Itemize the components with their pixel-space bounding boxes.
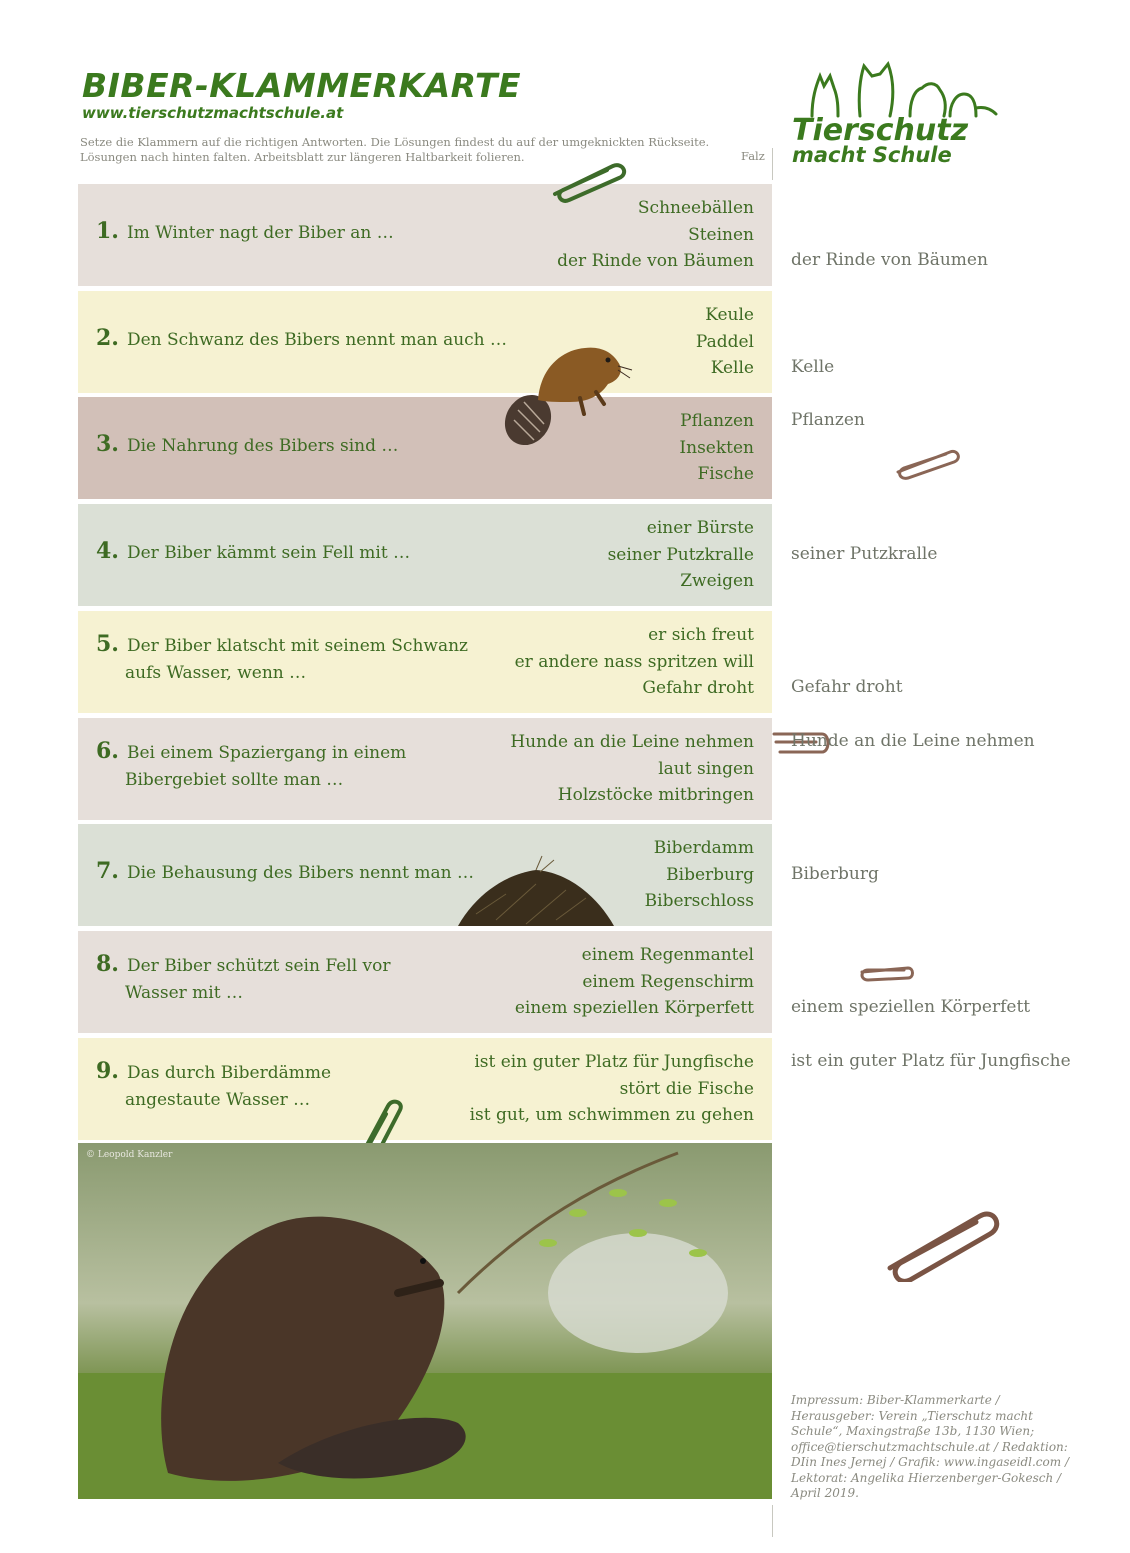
answer-option[interactable]: Biberdamm <box>653 838 754 858</box>
animals-outline-icon <box>790 58 1005 168</box>
paperclip-brown-2-icon <box>858 962 916 984</box>
question-line: Den Schwanz des Bibers nennt man auch … <box>126 330 508 350</box>
question-line: angestaute Wasser … <box>125 1090 311 1110</box>
answer-option[interactable]: der Rinde von Bäumen <box>557 251 754 271</box>
question-text <box>96 1058 331 1114</box>
question-row-5 <box>78 611 772 713</box>
solution-text: seiner Putzkralle <box>791 543 938 564</box>
answer-option[interactable]: Holzstöcke mitbringen <box>557 785 754 805</box>
solution-text: Pflanzen <box>791 410 865 430</box>
answer-option[interactable]: einem Regenschirm <box>582 971 754 992</box>
question-line: aufs Wasser, wenn … <box>125 663 307 683</box>
answer-option[interactable]: einem speziellen Körperfett <box>514 998 754 1018</box>
answer-option[interactable]: Fische <box>697 464 754 484</box>
answer-option[interactable]: Zweigen <box>680 571 754 591</box>
answer-option[interactable]: Paddel <box>695 331 754 352</box>
question-line: Die Nahrung des Bibers sind … <box>126 436 399 456</box>
question-row-2 <box>78 291 772 393</box>
question-line: Im Winter nagt der Biber an … <box>126 223 394 243</box>
question-line: Das durch Biberdämme <box>126 1063 332 1083</box>
fold-line-top <box>772 148 773 180</box>
paperclip-green-1-icon <box>545 158 630 204</box>
answer-option[interactable]: er sich freut <box>648 625 754 645</box>
beaver-illustration-icon <box>500 340 635 455</box>
question-row-6 <box>78 718 772 820</box>
question-number: 9. <box>96 1058 119 1084</box>
solution-text: Biberburg <box>791 863 879 884</box>
question-line: Wasser mit … <box>125 983 243 1003</box>
answer-option[interactable]: stört die Fische <box>619 1078 754 1099</box>
question-number: 3. <box>96 431 119 457</box>
answer-option[interactable]: Hunde an die Leine nehmen <box>510 732 754 752</box>
question-number: 4. <box>96 538 119 564</box>
answer-options <box>515 622 754 702</box>
question-number: 5. <box>96 631 119 657</box>
question-line: Der Biber schützt sein Fell vor <box>126 956 391 976</box>
question-line: Bei einem Spaziergang in einem <box>126 743 407 763</box>
question-number: 2. <box>96 325 119 351</box>
beaver-photo <box>78 1143 772 1499</box>
question-line: Die Behausung des Bibers nennt man … <box>126 863 474 883</box>
question-row-1 <box>78 184 772 286</box>
answer-option[interactable]: er andere nass spritzen will <box>514 651 754 672</box>
answer-option[interactable]: ist ein guter Platz für Jungfische <box>474 1052 754 1072</box>
question-number: 6. <box>96 738 119 764</box>
question-line: Der Biber klatscht mit seinem Schwanz <box>126 636 468 656</box>
answer-option[interactable]: Pflanzen <box>680 411 754 431</box>
answer-option[interactable]: ist gut, um schwimmen zu gehen <box>469 1105 754 1125</box>
question-row-9 <box>78 1038 772 1140</box>
beaver-lodge-icon <box>456 854 616 926</box>
logo-line2: macht Schule <box>792 143 952 167</box>
solution-text: Kelle <box>791 357 835 377</box>
solution-text: Hunde an die Leine nehmen <box>791 731 1035 751</box>
question-text <box>96 538 410 567</box>
answer-option[interactable]: Biberschloss <box>644 891 754 911</box>
question-text <box>96 951 391 1007</box>
question-number: 8. <box>96 951 119 977</box>
answer-options <box>510 729 754 809</box>
question-text <box>96 218 394 247</box>
impressum-text: Impressum: Biber-Klammerkarte / Herausgeber: Verein „Tierschutz macht Schule“, Maxingstraße 13b, 1130 Wien; office@tierschutzmachtschule.at / Redaktion: DIin Ines Jernej / Grafik: www.ingaseidl.com / Lektorat: Angelika Hierzenberger-Gokesch / April 2019. <box>791 1393 1069 1500</box>
answer-option[interactable]: Biberburg <box>666 864 754 885</box>
answer-option[interactable]: Schneebällen <box>637 198 754 218</box>
answer-option[interactable]: einem Regenmantel <box>581 945 754 965</box>
question-text <box>96 631 468 687</box>
question-text <box>96 431 398 460</box>
answer-options <box>645 835 754 915</box>
photo-credit: © Leopold Kanzler <box>86 1150 173 1160</box>
tierschutz-logo <box>790 58 1005 168</box>
question-text <box>96 858 474 887</box>
question-number: 7. <box>96 858 119 884</box>
question-row-4 <box>78 504 772 606</box>
answer-options <box>679 408 754 488</box>
answer-options <box>608 515 754 595</box>
question-row-3 <box>78 397 772 499</box>
answer-option[interactable]: laut singen <box>658 758 754 779</box>
question-number: 1. <box>96 218 119 244</box>
paperclip-brown-1-icon <box>892 444 962 480</box>
solution-text: Gefahr droht <box>791 677 903 697</box>
answer-option[interactable]: Insekten <box>679 437 754 458</box>
answer-options <box>557 195 754 275</box>
question-text <box>96 738 406 794</box>
logo-line1: Tierschutz <box>792 113 969 148</box>
website-url[interactable]: www.tierschutzmachtschule.at <box>82 104 344 122</box>
answer-options <box>515 942 754 1022</box>
answer-option[interactable]: Steinen <box>688 224 754 245</box>
paperclip-brown-large-icon <box>880 1202 1005 1282</box>
solution-text: der Rinde von Bäumen <box>791 250 988 270</box>
fold-label: Falz <box>741 149 765 163</box>
question-line: Bibergebiet sollte man … <box>125 770 344 790</box>
answer-option[interactable]: Kelle <box>710 358 754 378</box>
page-title: BIBER-KLAMMERKARTE <box>82 66 522 105</box>
solution-text: ist ein guter Platz für Jungfische <box>791 1051 1071 1071</box>
instructions-text: Setze die Klammern auf die richtigen Antworten. Die Lösungen findest du auf der umgeknickten Rückseite. Lösungen nach hinten falten. Arbeitsblatt zur längeren Haltbarkeit folieren. <box>80 135 710 164</box>
question-line: Der Biber kämmt sein Fell mit … <box>126 543 411 563</box>
answer-option[interactable]: Gefahr droht <box>642 678 754 698</box>
question-row-7 <box>78 824 772 926</box>
answer-options <box>470 1049 754 1129</box>
answer-option[interactable]: einer Bürste <box>646 518 754 538</box>
answer-option[interactable]: Keule <box>705 305 754 325</box>
question-text <box>96 325 507 354</box>
fold-line-bottom <box>772 1505 773 1537</box>
question-row-8 <box>78 931 772 1033</box>
answer-option[interactable]: seiner Putzkralle <box>607 544 754 565</box>
solution-text: einem speziellen Körperfett <box>791 997 1031 1017</box>
answer-options <box>696 302 754 382</box>
